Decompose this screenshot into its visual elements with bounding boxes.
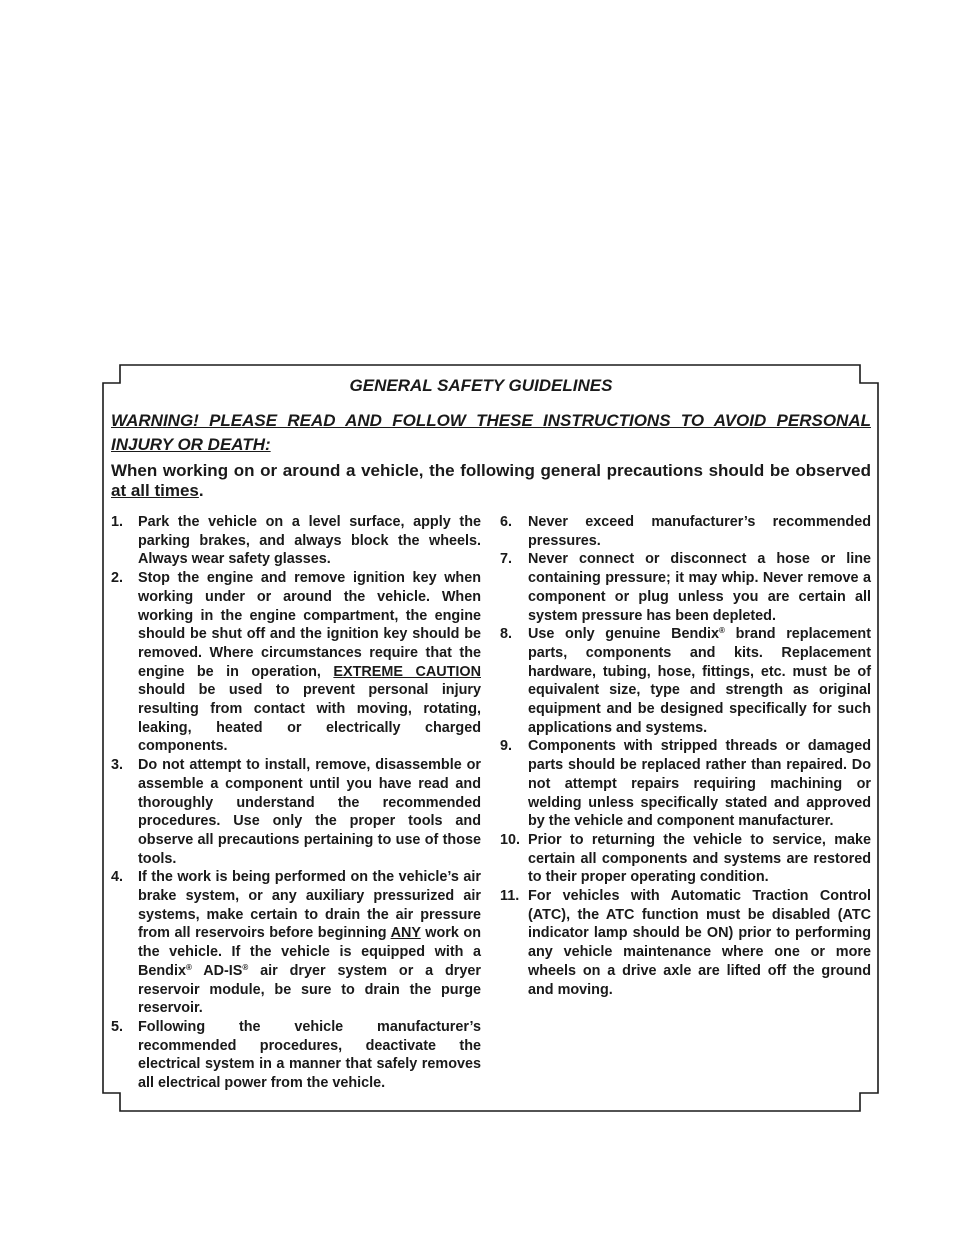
guideline-number: 1. xyxy=(111,514,124,530)
guideline-item xyxy=(500,887,871,999)
guideline-text xyxy=(528,737,871,831)
guideline-text-segment: Do not attempt to install, remove, disassemble or assemble a component until you have read and thoroughly understand the recommended procedures. Use only the proper tools and observe all precautions pertaining to use of those tools. xyxy=(138,757,481,867)
guideline-text-segment: Never connect or disconnect a hose or line containing pressure; it may whip. Never remove a component or plug unless you are certain all system pressure has been depleted. xyxy=(528,551,871,624)
guideline-text xyxy=(528,550,871,625)
intro-paragraph xyxy=(111,461,871,501)
guideline-text-segment: AD-IS xyxy=(191,962,243,979)
guidelines-column-left xyxy=(111,513,481,1093)
guidelines-column-right xyxy=(500,513,871,999)
guideline-text-segment: Never exceed manufacturer’s recommended pressures. xyxy=(528,514,871,549)
guideline-item xyxy=(500,513,871,550)
guideline-text xyxy=(138,569,481,756)
guideline-number: 8. xyxy=(500,626,513,643)
guideline-text xyxy=(528,887,871,999)
guideline-item xyxy=(111,1018,481,1093)
page-title: GENERAL SAFETY GUIDELINES xyxy=(349,376,613,395)
guideline-text xyxy=(138,756,481,868)
intro-emphasis: at all times xyxy=(111,481,199,500)
registered-mark: ® xyxy=(719,626,725,636)
guideline-number: 10. xyxy=(500,831,521,848)
guideline-text-segment: Stop the engine and remove ignition key when working under or around the vehicle. When working in the engine compartment, the engine should be shut off and the ignition key should be removed. Where circumstances require that the engine be in operation, xyxy=(138,570,481,680)
guideline-text-segment: ANY xyxy=(390,925,421,942)
guideline-text-segment: Use only genuine Bendix xyxy=(528,626,720,643)
warning-heading: WARNING! PLEASE READ AND FOLLOW THESE INSTRUCTIONS TO AVOID PERSONAL INJURY OR DEATH: xyxy=(111,411,871,454)
guideline-item xyxy=(111,756,481,868)
guideline-number: 7. xyxy=(500,551,513,568)
guideline-text-segment: Prior to returning the vehicle to service, make certain all components and systems are restored to their proper operating condition. xyxy=(528,831,871,886)
guideline-item xyxy=(111,569,481,756)
guideline-text xyxy=(138,1018,481,1093)
guideline-item xyxy=(500,625,871,737)
registered-mark: ® xyxy=(242,962,249,972)
guideline-item xyxy=(500,550,871,625)
guideline-text-segment: Components with stripped threads or damaged parts should be replaced rather than repaired. Do not attempt repairs requiring machining or welding unless specifically stated and approved by the vehicle and component manufacturer. xyxy=(528,738,871,830)
guideline-text-segment: If the work is being performed on the vehicle’s air brake system, or any auxiliary pressurized air systems, make certain to drain the air pressure from all reservoirs before beginning xyxy=(138,869,481,942)
guideline-item xyxy=(500,831,871,887)
registered-mark: ® xyxy=(185,962,192,972)
guideline-text-segment: work on the vehicle. If the vehicle is equipped with a Bendix xyxy=(138,925,481,979)
guideline-item xyxy=(111,513,481,569)
guideline-text-segment: brand replacement parts, components and kits. Replacement hardware, tubing, hose, fittings, etc. must be of equivalent size, type and strength as original equipment and be designed specifically for such applications and systems. xyxy=(528,626,871,736)
guideline-item xyxy=(500,737,871,831)
guideline-text-segment: Park the vehicle on a level surface, apply the parking brakes, and always block the wheels. Always wear safety glasses. xyxy=(138,514,481,568)
intro-end: . xyxy=(198,481,204,500)
guideline-text-segment: air dryer system or a dryer reservoir module, be sure to drain the purge reservoir. xyxy=(138,962,481,1017)
guideline-text xyxy=(528,831,871,887)
guideline-number: 11. xyxy=(500,888,520,905)
guideline-text xyxy=(528,513,871,550)
guideline-text-segment: should be used to prevent personal injury resulting from contact with moving, rotating, leaking, heated or electrically charged components. xyxy=(138,682,481,755)
guideline-number: 5. xyxy=(111,1018,124,1035)
guideline-number: 6. xyxy=(500,514,513,530)
guideline-text xyxy=(528,625,871,737)
intro-text: When working on or around a vehicle, the following general precautions should be observed xyxy=(111,461,871,480)
guideline-number: 3. xyxy=(111,757,124,774)
guideline-item xyxy=(111,868,481,1018)
guideline-text xyxy=(138,868,481,1018)
guideline-text-segment: Following the vehicle manufacturer’s recommended procedures, deactivate the electrical system in a manner that safely removes all electrical power from the vehicle. xyxy=(138,1018,481,1092)
guideline-text-segment: For vehicles with Automatic Traction Control (ATC), the ATC function must be disabled (ATC indicator lamp should be ON) prior to performing any vehicle maintenance where one or more wheels on a drive axle are lifted off the ground and moving. xyxy=(528,888,871,998)
guideline-number: 4. xyxy=(111,869,124,886)
guideline-number: 2. xyxy=(111,570,124,587)
guideline-text-segment: EXTREME CAUTION xyxy=(333,663,481,680)
guideline-text xyxy=(138,513,481,569)
guideline-number: 9. xyxy=(500,738,513,755)
